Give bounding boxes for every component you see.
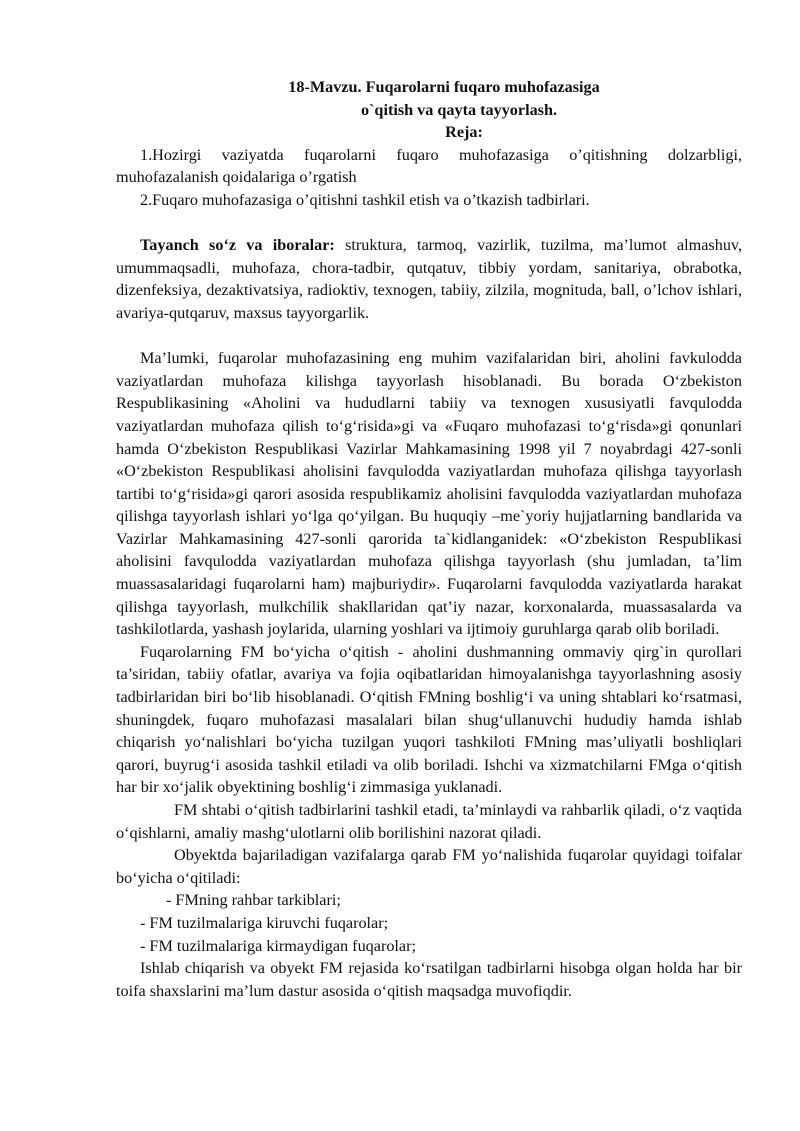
plan-item: 2.Fuqaro muhofazasiga o’qitishni tashkil etish va o’tkazish tadbirlari. (140, 190, 590, 209)
spacer (116, 212, 742, 235)
plan-heading: Reja: (445, 123, 483, 142)
body-paragraph: Ishlab chiqarish va obyekt FM rejasida ko‘rsatilgan tadbirlarni hisobga olgan holda har bir toifa shaxslarini ma’lum dastur asosida o‘qitish maqsadga muvofiqdir. (116, 959, 742, 1000)
body-paragraph: Ma’lumki, fuqarolar muhofazasining eng muhim vazifalaridan biri, aholini favkulodda vaziyatlardan muhofaza kilishga tayyorlash hisoblanadi. Bu borada O‘zbekiston Respublikasining «Aholini va hududlarni tabiiy va texnogen xususiyatli favqulodda vaziyatlardan muhofaza qilish to‘g‘risida»gi va «Fuqaro muhofazasi to‘g‘risda»gi qonunlari hamda O‘zbekiston Respublikasi Vazirlar Mahkamasining 1998 yil 7 noyabrdagi 427-sonli «O‘zbekiston Respublikasi aholisini favqulodda vaziyatlardan muhofaza qilishga tayyorlash tartibi to‘g‘risida»gi qarori asosida respublikamiz aholisini favqulodda vaziyatlardan muhofaza qilishga tayyorlash ishlari yo‘lga qo‘yilgan. Bu huquqiy –me`yoriy hujjatlarning bandlarida va Vazirlar Mahkamasining 427-sonli qarorida ta`kidlanganidek: «O‘zbekiston Respublikasi aholisini favqulodda vaziyatlardan muhofaza qilishga tayyorlash (shu jumladan, ta’lim muassasalaridagi fuqarolarni ham) majburiydir». Fuqarolarni favqulodda vaziyatlarda harakat qilishga tayyorlash, mulkchilik shakllaridan qat’iy nazar, korxonalarda, muassasalarda va tashkilotlarda, yashash joylarida, ularning yoshlari va ijtimoiy guruhlarga qarab olib boriladi. (116, 349, 742, 639)
body-paragraph: FM shtabi o‘qitish tadbirlarini tashkil etadi, ta’minlaydi va rahbarlik qiladi, o‘z vaqtida o‘qishlarni, amaliy mashg‘ulotlarni olib borilishini nazorat qiladi. (116, 801, 742, 842)
spacer (116, 325, 742, 348)
document-title-line2: o`qitish va qayta tayyorlash. (360, 100, 558, 119)
list-item: - FMning rahbar tarkiblari; (166, 891, 341, 910)
body-paragraph: Fuqarolarning FM bo‘yicha o‘qitish - aholini dushmanning ommaviy qirg`in qurollari ta’siridan, tabiiy ofatlar, avariya va fojia oqibatlaridan himoyalanishga tayyorlashning asosiy tadbirlaridan biri bo‘lib hisoblanadi. O‘qitish FMning boshlig‘i va uning shtablari ko‘rsatmasi, shuningdek, fuqaro muhofazasi masalalari bilan shug‘ullanuvchi hududiy hamda ishlab chiqarish yo‘nalishlari bo‘yicha tuzilgan yuqori tashkiloti FMning mas’uliyatli boshliqlari qarori, buyrug‘i asosida tashkil etiladi va olib boriladi. Ishchi va xizmatchilarni FMga o‘qitish har bir xo‘jalik obyektining boshlig‘i zimmasiga yuklanadi. (116, 642, 742, 797)
plan-item: 1.Hozirgi vaziyatda fuqarolarni fuqaro muhofazasiga o’qitishning dolzarbligi, muhofazalanish qoidalariga o’rgatish (116, 145, 742, 187)
keywords-paragraph (116, 234, 742, 324)
document-page (116, 76, 742, 1002)
document-title-line1: 18-Mavzu. Fuqarolarni fuqaro muhofazasiga (288, 78, 600, 96)
list-item: - FM tuzilmalariga kirmaydigan fuqarolar; (140, 936, 417, 955)
keywords-label: Tayanch so‘z va iboralar: (140, 236, 335, 255)
keywords-text: struktura, tarmoq, vazirlik, tuzilma, ma’lumot almashuv, umummaqsadli, muhofaza, chora-tadbir, qutqatuv, tibbiy yordam, sanitariya, obrabotka, dizenfeksiya, dezaktivatsiya, radioktiv, texnogen, tabiiy, zilzila, mognituda, ball, o’lchov ishlari, avariya-qutqaruv, maxsus tayyorgarlik. (116, 236, 742, 322)
list-item: - FM tuzilmalariga kiruvchi fuqarolar; (140, 913, 389, 932)
body-paragraph: Obyektda bajariladigan vazifalarga qarab FM yo‘nalishida fuqarolar quyidagi toifalar bo‘yicha o‘qitiladi: (116, 846, 742, 887)
